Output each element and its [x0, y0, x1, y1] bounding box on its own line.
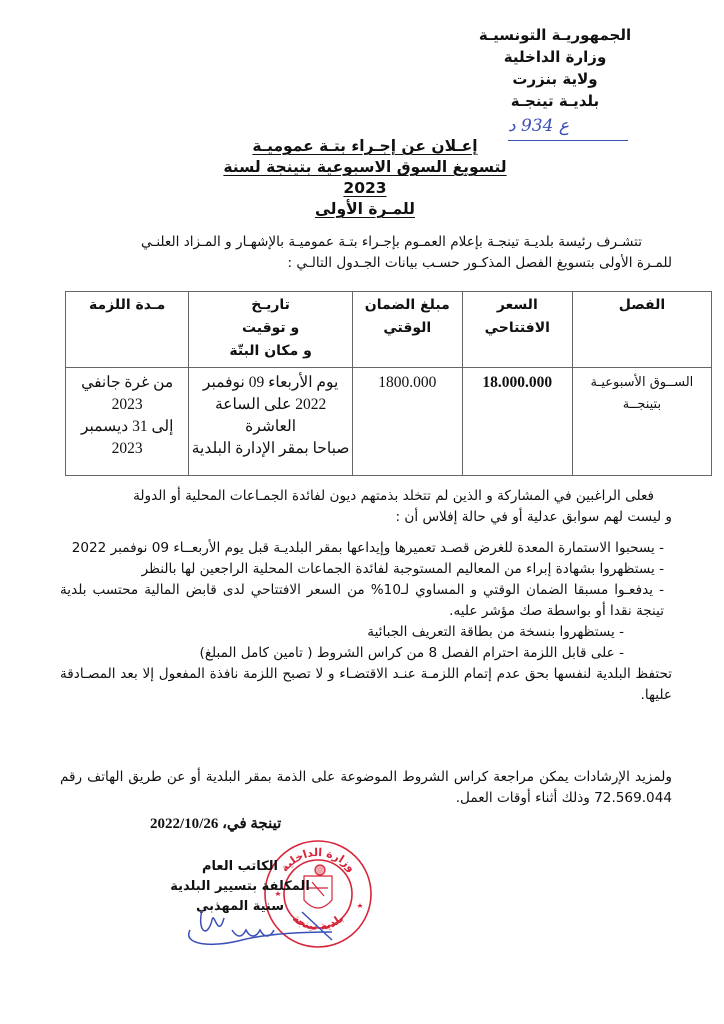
issue-date: تينجة في، 2022/10/26 — [150, 816, 282, 832]
condition-item: - يستظهروا بنسخة من بطاقة التعريف الجبائية — [367, 624, 624, 640]
signatory-title: الكاتب العام — [201, 859, 279, 874]
closing-text: ولمزيد الإرشادات يمكن مراجعة كراس الشروط الموضوعة على الذمة بمقر البلدية أو عن طريق الهاتف رقم 72.569.044 وذلك أثناء أوقات العمل. — [60, 769, 672, 806]
cell-duration — [66, 368, 189, 476]
condition-item: - يدفعـوا مسبقا الضمان الوقتي و المساوي لـ10% من السعر الافتتاحي لدى قابض المالية محتسب بلدية تينجة نقدا أو بواسطة صك مؤشر عليه. — [60, 582, 664, 619]
stamp-top-text: وزارة الداخلية — [277, 845, 359, 875]
cell-section-l2: بتينجــة — [622, 397, 662, 412]
conditions-section — [60, 486, 672, 706]
intro-line-1: تتشـرف رئيسة بلديـة تينجـة بإعلام العمـوم بإجـراء بتـة عموميـة بالإشهـار و المـزاد العلنـي — [141, 234, 642, 250]
title-line-2: لتسويغ السوق الاسبوعية بتينجة لسنة 2023 — [223, 158, 507, 197]
header-line-governorate: ولاية بنزرت — [512, 70, 598, 88]
header-line-ministry: وزارة الداخلية — [503, 48, 607, 66]
condition-item: - يستظهروا بشهادة إبراء من المعاليم المستوجبة لفائدة الجماعات المحلية الراجعين لها بالنظر — [141, 561, 664, 577]
closing-paragraph — [60, 767, 672, 809]
table-row — [66, 368, 712, 476]
header-section — [572, 292, 711, 368]
intro-paragraph — [60, 232, 672, 274]
reservation-clause: تحتفظ البلدية لنفسها بحق عدم إتمام اللزمـة عنـد الاقتضـاء و لا تصبح اللزمة نافذة المفعول إلا بعد المصـادقة عليها. — [60, 666, 672, 703]
header-line-municipality: بلديـة تينجـة — [510, 92, 600, 110]
reference-number: ع 934 د — [508, 116, 628, 141]
auction-table — [65, 291, 712, 476]
cell-opening-price: 18.000.000 — [462, 368, 572, 476]
cell-section — [572, 368, 711, 476]
header-duration-label: مـدة اللزمة — [89, 297, 166, 313]
header-guarantee-l2: الوقتي — [383, 320, 432, 336]
header-line-republic: الجمهوريـة التونسيـة — [478, 26, 632, 44]
cell-date-place-l3: صباحا بمقر الإدارة البلدية — [191, 440, 350, 457]
cell-date-place-l2: 2022 على الساعة العاشرة — [215, 396, 327, 435]
header-date-place-l1: تاريـخ — [251, 297, 290, 313]
conditions-lead-2: و ليست لهم سوابق عدلية أو في حالة إفلاس أن : — [395, 509, 672, 525]
cell-guarantee: 1800.000 — [352, 368, 462, 476]
cell-date-place-l1: يوم الأربعاء 09 نوفمبر — [202, 374, 339, 391]
cell-duration-l2: إلى 31 ديسمبر 2023 — [80, 418, 174, 457]
announcement-title — [200, 136, 530, 220]
issuer-header — [470, 24, 640, 112]
condition-item: - على قابل اللزمة احترام الفصل 8 من كراس الشروط ( تامين كامل المبلغ) — [199, 645, 624, 661]
header-section-label: الفصل — [618, 297, 666, 313]
cell-section-l1: الســوق الأسبوعيـة — [590, 375, 694, 390]
signatory-name: سنية المهذبي — [196, 899, 284, 914]
header-opening-price-l2: الافتتاحي — [484, 320, 550, 336]
cell-date-place — [189, 368, 352, 476]
table-header-row — [66, 292, 712, 368]
handwritten-signature — [182, 900, 352, 950]
header-date-place-l3: و مكان البتّة — [229, 343, 312, 359]
title-line-1: إعـلان عن إجـراء بتـة عموميـة — [252, 137, 478, 155]
header-opening-price-l1: السعر — [496, 297, 538, 313]
title-line-3: للمـرة الأولى — [314, 200, 416, 218]
intro-line-2: للمـرة الأولى بتسويغ الفصل المذكـور حسـب بيانات الجـدول التالـي : — [287, 255, 672, 271]
header-date-place-l2: و توقيت — [241, 320, 300, 336]
conditions-lead-1: فعلى الراغبين في المشاركة و الذين لم تتخلد بذمتهم ديون لفائدة الجمـاعات المحلية أو الدولة — [133, 488, 654, 504]
header-opening-price — [462, 292, 572, 368]
signatory-role: المكلفة بتسيير البلدية — [170, 879, 310, 894]
header-guarantee — [352, 292, 462, 368]
header-duration — [66, 292, 189, 368]
stamp-bottom-text: بلدية تينجة — [289, 911, 347, 933]
header-guarantee-l1: مبلغ الضمان — [364, 297, 450, 313]
condition-item: - يسحبوا الاستمارة المعدة للغرض قصـد تعميرها وإيداعها بمقر البلديـة قبل يوم الأربعــاء 09 نوفمبر 2022 — [71, 540, 664, 556]
cell-duration-l1: من غرة جانفي 2023 — [81, 374, 174, 413]
header-date-place — [189, 292, 352, 368]
